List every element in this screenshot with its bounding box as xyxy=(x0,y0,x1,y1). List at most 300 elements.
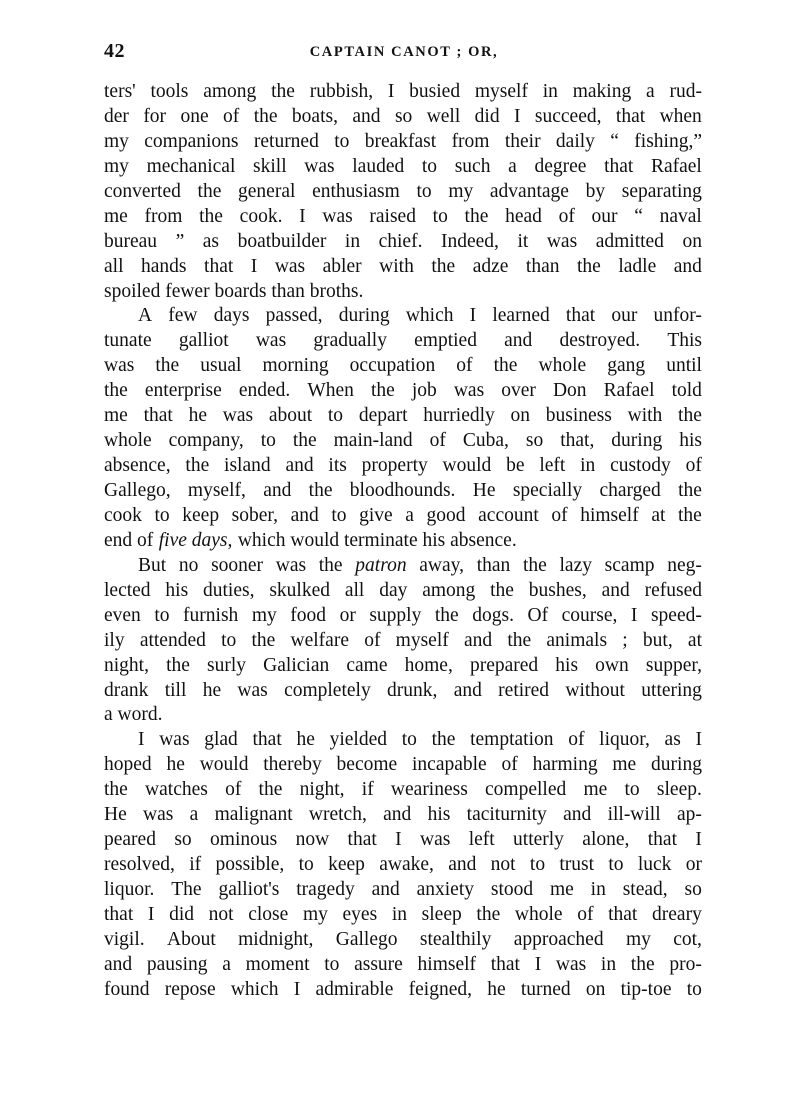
word: the xyxy=(577,255,601,277)
word: bloodhounds. xyxy=(349,480,456,501)
word: he xyxy=(188,405,207,427)
word: prepared xyxy=(469,654,539,676)
word: good xyxy=(426,504,466,526)
word: advantage xyxy=(489,180,569,202)
word: give xyxy=(359,504,393,526)
text-segment: which would terminate his absence. xyxy=(237,529,517,551)
word: taciturnity xyxy=(466,804,547,826)
word: would xyxy=(442,455,492,477)
word: among xyxy=(203,81,257,102)
word: came xyxy=(346,654,388,676)
word: of xyxy=(223,105,240,127)
word: to xyxy=(327,405,344,427)
word: neg- xyxy=(667,554,702,576)
word: me xyxy=(583,779,608,801)
word: till xyxy=(164,679,187,701)
word: occupation xyxy=(349,355,436,377)
text-line xyxy=(104,80,702,105)
word: night, xyxy=(299,779,345,801)
word: to xyxy=(624,779,640,801)
word: busied xyxy=(409,81,461,102)
word: passed, xyxy=(265,305,323,327)
word: and xyxy=(448,854,477,876)
word: until xyxy=(666,355,702,377)
word: or xyxy=(339,604,356,626)
word: weariness xyxy=(390,779,468,801)
text-line xyxy=(104,354,702,379)
word: peared xyxy=(104,829,156,851)
word: skulked xyxy=(269,579,330,601)
word: tools xyxy=(150,81,189,102)
text-line-mixed xyxy=(104,554,702,579)
word: ended. xyxy=(238,380,291,402)
word: to xyxy=(154,604,170,626)
word: that xyxy=(143,405,173,427)
word: possible, xyxy=(215,854,285,876)
word: to xyxy=(401,729,417,751)
word: raised xyxy=(369,205,416,227)
word: separating xyxy=(621,180,702,202)
text-line xyxy=(104,479,702,504)
word: of xyxy=(429,430,446,452)
word: myself, xyxy=(187,480,246,501)
word: hoped xyxy=(104,754,152,776)
word: was xyxy=(159,729,190,751)
word: in xyxy=(600,953,617,975)
word: the xyxy=(431,729,456,751)
word: and xyxy=(263,480,292,501)
word: lazy xyxy=(559,554,592,576)
word: our xyxy=(611,305,638,327)
word: lected xyxy=(104,579,151,601)
word: daily xyxy=(555,130,595,152)
word: ; xyxy=(622,629,628,651)
word: of xyxy=(225,779,242,801)
word: night, xyxy=(104,654,149,676)
word: he xyxy=(487,978,506,1000)
page-number: 42 xyxy=(104,40,125,62)
word: was xyxy=(143,804,174,826)
word: alone, xyxy=(582,829,630,851)
word: the xyxy=(104,779,128,801)
word: boatbuilder xyxy=(237,230,327,252)
word: the xyxy=(292,430,317,452)
word: so xyxy=(684,879,702,900)
word: and xyxy=(104,953,133,975)
word: the xyxy=(104,380,128,402)
word: at xyxy=(687,629,702,651)
word: mechanical xyxy=(146,155,236,177)
word: himself xyxy=(580,504,639,526)
text-line xyxy=(104,903,702,928)
text-line xyxy=(104,953,702,978)
word: charged xyxy=(599,480,661,501)
word: I xyxy=(695,829,702,851)
word: and xyxy=(563,804,592,826)
word: uttering xyxy=(641,679,702,701)
word: did xyxy=(169,903,194,925)
text-line xyxy=(104,130,702,155)
word: in xyxy=(391,903,408,925)
word: emptied xyxy=(414,330,477,352)
word: bureau xyxy=(104,230,158,252)
word: general xyxy=(238,180,296,202)
word: yielded xyxy=(329,729,387,751)
word: the xyxy=(271,81,295,102)
text-line xyxy=(104,853,702,878)
word: a xyxy=(222,953,231,975)
word: the xyxy=(476,903,501,925)
text-line xyxy=(104,504,702,529)
word: few xyxy=(168,305,198,327)
word: gradually xyxy=(313,330,387,352)
word: was xyxy=(322,205,353,227)
word: the xyxy=(507,629,532,651)
word: and xyxy=(352,105,381,127)
word: business xyxy=(545,405,612,427)
word: “ xyxy=(610,130,619,152)
word: succeed, xyxy=(534,105,602,127)
word: I xyxy=(395,829,402,851)
text-line xyxy=(104,404,702,429)
word: eyes xyxy=(342,903,378,925)
word: I xyxy=(138,729,145,751)
word: pro- xyxy=(669,953,702,975)
word: keep xyxy=(328,854,365,876)
word: I xyxy=(147,903,155,925)
word: converted xyxy=(104,180,181,202)
word: ily xyxy=(104,629,125,651)
word: head xyxy=(505,205,542,227)
text-line xyxy=(104,579,702,604)
word: absence, xyxy=(104,455,171,477)
word: was xyxy=(555,953,587,975)
text-line xyxy=(104,454,702,479)
word: that xyxy=(615,105,646,127)
word: not xyxy=(490,854,516,876)
word: sooner xyxy=(211,554,264,576)
word: it xyxy=(517,230,529,252)
word: whole xyxy=(538,355,587,377)
word: Gallego, xyxy=(104,480,171,501)
word: ill-will xyxy=(607,804,661,826)
word: stood xyxy=(490,879,534,900)
word: ladle xyxy=(618,255,657,277)
word: to xyxy=(260,430,276,452)
text-line xyxy=(104,180,702,205)
word: custody xyxy=(610,455,671,477)
word: that xyxy=(347,829,377,851)
word: a xyxy=(646,81,655,102)
word: well xyxy=(426,105,461,127)
word: on xyxy=(682,230,702,252)
word: harming xyxy=(532,754,598,776)
word: I xyxy=(250,255,258,277)
word: feigned, xyxy=(408,978,472,1000)
word: degree xyxy=(534,155,587,177)
word: in xyxy=(344,230,361,252)
word: that, xyxy=(560,430,595,452)
word: all xyxy=(344,579,365,601)
word: among xyxy=(422,579,476,601)
word: glad xyxy=(204,729,238,751)
word: adze xyxy=(472,255,509,277)
word: the xyxy=(493,355,518,377)
word: sober, xyxy=(231,504,279,526)
word: I xyxy=(630,604,638,626)
word: so xyxy=(394,105,413,127)
word: my xyxy=(104,155,129,177)
word: I xyxy=(299,205,306,227)
word: me xyxy=(104,405,128,427)
word: the xyxy=(185,455,210,477)
word: from xyxy=(451,130,490,152)
word: that xyxy=(647,829,678,851)
text-line xyxy=(104,928,702,953)
word: the xyxy=(258,779,283,801)
word: and xyxy=(371,879,400,900)
word: pausing xyxy=(146,953,208,975)
text-line xyxy=(104,155,702,180)
word: at xyxy=(651,504,666,526)
word: no xyxy=(178,554,199,576)
text-line xyxy=(104,105,702,130)
word: the xyxy=(678,405,702,427)
text-line: spoiled fewer boards than broths. xyxy=(104,280,364,302)
word: that xyxy=(604,155,634,177)
word: so xyxy=(525,430,544,452)
word: to xyxy=(154,504,170,526)
word: the xyxy=(197,180,222,202)
word: and xyxy=(453,679,482,701)
word: and xyxy=(601,579,630,601)
word: property xyxy=(361,455,428,477)
word: awake, xyxy=(379,854,434,876)
word: he xyxy=(202,679,222,701)
word: anxiety xyxy=(416,879,474,900)
word: by xyxy=(585,180,606,202)
word: boats, xyxy=(291,105,338,127)
word: refused xyxy=(644,579,702,601)
word: of xyxy=(577,903,594,925)
word: to xyxy=(334,130,350,152)
word: retired xyxy=(498,679,550,701)
text-line xyxy=(104,429,702,454)
word: to xyxy=(686,978,702,1000)
word: that xyxy=(252,729,282,751)
word: a xyxy=(189,804,199,826)
word: chief. xyxy=(378,230,423,252)
word: the xyxy=(253,105,278,127)
word: wretch, xyxy=(308,804,367,826)
word: resolved, xyxy=(104,854,175,876)
word: main-land xyxy=(333,430,413,452)
word: was xyxy=(222,405,254,427)
word: that xyxy=(565,305,596,327)
word: companions xyxy=(144,130,239,152)
word: ” xyxy=(175,230,185,252)
word: to xyxy=(608,854,624,876)
word: completely xyxy=(284,679,371,701)
word: island xyxy=(224,455,271,477)
word: speed- xyxy=(650,604,702,626)
word: Galician xyxy=(263,654,330,676)
word: course, xyxy=(561,604,618,626)
italic-word: patron xyxy=(355,554,407,576)
text-line xyxy=(104,629,702,654)
word: to xyxy=(324,953,340,975)
word: bushes, xyxy=(528,579,587,601)
word: About xyxy=(167,928,216,950)
text-line xyxy=(104,255,702,280)
word: tunate xyxy=(104,330,152,352)
word: trust xyxy=(559,854,595,876)
word: was xyxy=(453,380,485,402)
word: become xyxy=(336,754,398,776)
word: during xyxy=(651,754,702,776)
word: the xyxy=(677,504,702,526)
word: own xyxy=(595,654,629,676)
word: cot, xyxy=(673,928,702,950)
word: was xyxy=(420,829,451,851)
body-text xyxy=(104,80,702,1003)
word: during xyxy=(338,305,390,327)
word: the xyxy=(490,579,514,601)
word: be xyxy=(506,455,525,477)
word: drunk, xyxy=(387,679,438,701)
word: incapable xyxy=(412,754,487,776)
word: malignant xyxy=(214,804,293,826)
word: of xyxy=(456,355,473,377)
word: attended xyxy=(139,629,206,651)
word: When xyxy=(307,380,354,402)
word: of xyxy=(568,729,585,751)
word: ominous xyxy=(210,829,278,851)
word: destroyed. xyxy=(559,330,641,352)
word: food xyxy=(290,604,327,626)
word: now xyxy=(295,829,330,851)
word: with xyxy=(627,405,663,427)
word: scamp xyxy=(604,554,655,576)
word: I xyxy=(695,729,702,751)
word: company, xyxy=(168,430,244,452)
word: tip-toe xyxy=(620,978,672,1000)
word: gang xyxy=(607,355,646,377)
word: watches xyxy=(145,779,208,801)
word: my xyxy=(104,130,129,152)
word: the xyxy=(434,604,459,626)
word: away, xyxy=(419,554,465,576)
word: Cuba, xyxy=(462,430,509,452)
word: my xyxy=(625,928,651,950)
word: compelled xyxy=(485,779,567,801)
word: my xyxy=(302,903,328,925)
word: lauded xyxy=(352,155,405,177)
word: so xyxy=(174,829,192,851)
word: rud- xyxy=(669,81,702,102)
word: the xyxy=(464,205,489,227)
word: A xyxy=(138,305,153,327)
word: cook. xyxy=(239,205,283,227)
word: “ xyxy=(634,205,643,227)
word: unfor- xyxy=(653,305,702,327)
word: sleep. xyxy=(656,779,702,801)
word: even xyxy=(104,604,141,626)
text-line xyxy=(104,604,702,629)
word: over xyxy=(501,380,536,402)
word: He xyxy=(104,804,127,826)
word: ters' xyxy=(104,81,136,102)
word: that xyxy=(490,953,520,975)
word: their xyxy=(504,130,541,152)
text-line xyxy=(104,978,702,1003)
word: was xyxy=(546,230,578,252)
word: admirable xyxy=(315,978,394,1000)
word: cook xyxy=(104,504,142,526)
word: was xyxy=(104,355,135,377)
word: enthusiasm xyxy=(312,180,400,202)
word: about xyxy=(268,405,313,427)
text-line xyxy=(104,304,702,329)
word: he xyxy=(166,754,185,776)
word: stealthily xyxy=(419,928,492,950)
word: learned xyxy=(492,305,550,327)
word: without xyxy=(565,679,625,701)
word: whole xyxy=(104,430,152,452)
word: from xyxy=(144,205,183,227)
word: if xyxy=(189,854,202,876)
word: the xyxy=(431,255,456,277)
word: supper, xyxy=(645,654,702,676)
word: my xyxy=(448,180,474,202)
word: making xyxy=(572,81,632,102)
word: abler xyxy=(322,255,362,277)
word: sleep xyxy=(421,903,462,925)
word: of xyxy=(685,455,702,477)
word: usual xyxy=(200,355,242,377)
word: when xyxy=(659,105,702,127)
word: to xyxy=(416,180,432,202)
word: me xyxy=(612,754,637,776)
word: to xyxy=(421,155,438,177)
word: to xyxy=(298,854,314,876)
word: did xyxy=(474,105,500,127)
word: whole xyxy=(514,903,563,925)
word: surly xyxy=(207,654,247,676)
word: utterly xyxy=(513,829,564,851)
word: of xyxy=(558,205,575,227)
word: found xyxy=(104,978,150,1000)
word: would xyxy=(199,754,249,776)
word: breakfast xyxy=(364,130,437,152)
text-line-mixed xyxy=(104,529,702,554)
word: welfare xyxy=(290,629,349,651)
word: one xyxy=(180,105,209,127)
word: Rafael xyxy=(603,380,655,402)
word: the xyxy=(155,355,180,377)
word: as xyxy=(664,729,681,751)
word: the xyxy=(166,654,190,676)
running-head: CAPTAIN CANOT ; OR, xyxy=(309,44,499,60)
word: fishing,” xyxy=(634,130,702,152)
word: dogs. xyxy=(472,604,514,626)
word: during xyxy=(611,430,663,452)
word: der xyxy=(104,105,129,127)
word: duties, xyxy=(203,579,255,601)
word: to xyxy=(432,205,448,227)
word: turned xyxy=(520,978,571,1000)
word: was xyxy=(304,155,335,177)
